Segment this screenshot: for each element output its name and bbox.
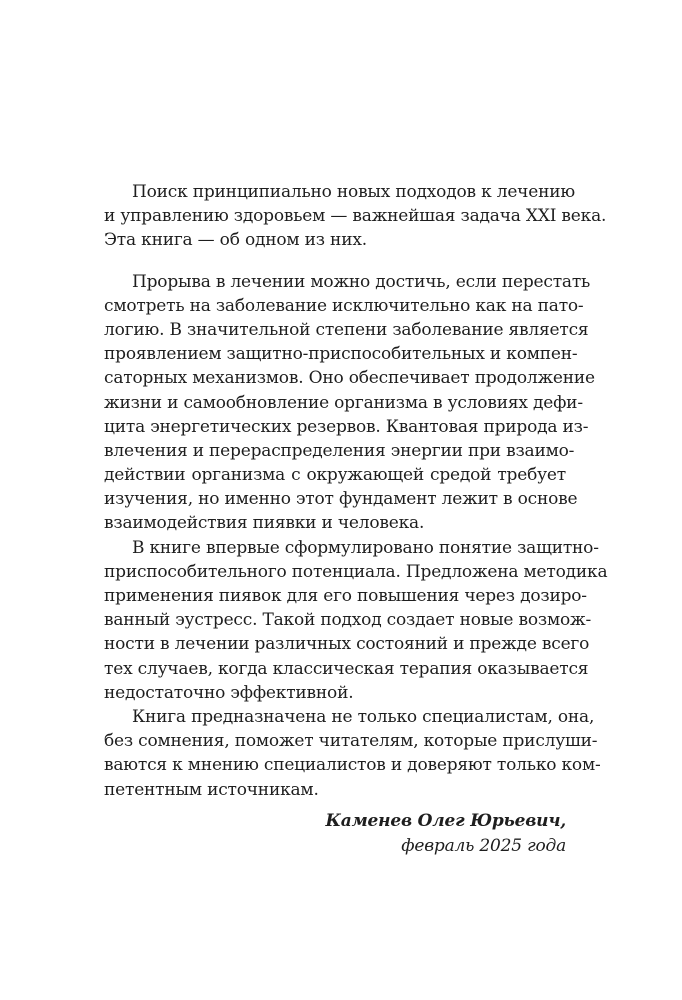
paragraph-spacer [104, 253, 566, 270]
text-line: жизни и самообновление организма в условиях дефи- [104, 392, 583, 413]
text-line: недостаточно эффективной. [104, 682, 354, 703]
text-line: петентным источникам. [104, 779, 319, 800]
text-line: ваются к мнению специалистов и доверяют только ком- [104, 755, 601, 776]
text-line: В книге впервые сформулировано понятие защитно- [132, 537, 599, 558]
signature-block [104, 809, 566, 859]
signature-date: февраль 2025 года [401, 835, 566, 856]
paragraph-intro [104, 180, 607, 253]
text-line: цита энергетических резервов. Квантовая природа из- [104, 416, 589, 437]
text-line: логию. В значительной степени заболевание является [104, 319, 589, 340]
text-line: Поиск принципиально новых подходов к лечению [132, 182, 575, 202]
paragraph-concept [104, 536, 608, 705]
text-line: смотреть на заболевание исключительно как на пато- [104, 295, 584, 316]
signature-author: Каменев Олег Юрьевич, [325, 810, 566, 831]
text-line: Книга предназначена не только специалистам, она, [132, 706, 595, 727]
text-line: ванный эустресс. Такой подход создает новые возмож- [104, 610, 592, 631]
text-line: Прорыва в лечении можно достичь, если перестать [132, 271, 591, 292]
text-line: саторных механизмов. Оно обеспечивает продолжение [104, 368, 595, 389]
text-line: изучения, но именно этот фундамент лежит в основе [104, 489, 578, 510]
document-page [104, 180, 608, 859]
paragraph-breakthrough [104, 270, 595, 536]
text-line: тех случаев, когда классическая терапия оказывается [104, 658, 589, 679]
text-line: и управлению здоровьем — важнейшая задача XXI века. [104, 206, 607, 227]
text-line: применения пиявок для его повышения через дозиро- [104, 586, 587, 606]
text-line: взаимодействия пиявки и человека. [104, 513, 425, 534]
text-line: без сомнения, поможет читателям, которые прислуши- [104, 731, 598, 752]
text-line: Эта книга — об одном из них. [104, 230, 367, 251]
text-line: влечения и перераспределения энергии при взаимо- [104, 440, 575, 461]
text-line: ности в лечении различных состояний и прежде всего [104, 634, 590, 655]
paragraph-audience [104, 705, 601, 802]
text-line: приспособительного потенциала. Предложена методика [104, 561, 608, 582]
text-line: действии организма с окружающей средой требует [104, 465, 566, 486]
text-line: проявлением защитно-приспособительных и компен- [104, 344, 578, 365]
